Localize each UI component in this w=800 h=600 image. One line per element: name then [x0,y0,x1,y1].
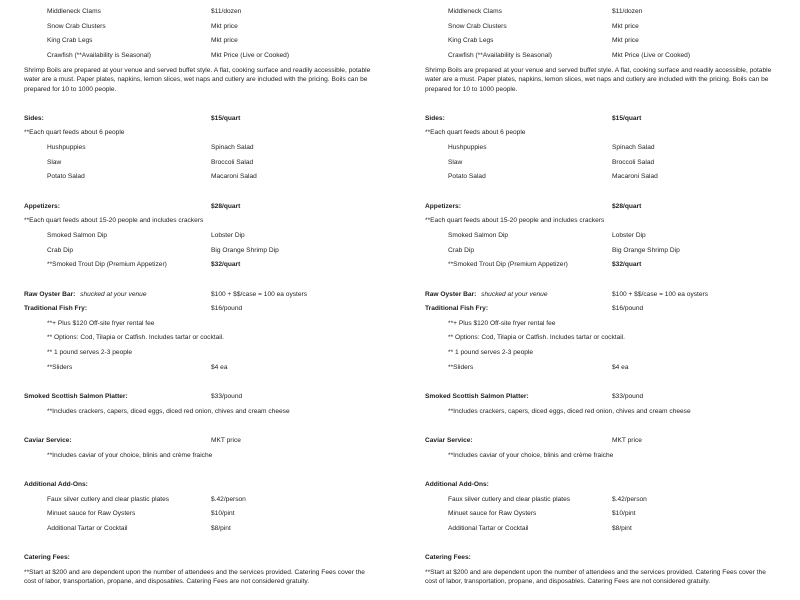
raw-oyster-bar-subtitle: shucked at your venue [80,291,147,298]
raw-oyster-bar-subtitle: shucked at your venue [481,291,548,298]
add-on-price: $10/pint [211,510,235,517]
add-on-item: Additional Tartar or Cocktail [448,525,529,532]
sliders-label: **Sliders [448,364,474,371]
menu-column [401,0,800,600]
appetizer-item: Big Orange Shrimp Dip [211,247,279,254]
sides-heading: Sides: [24,115,44,122]
sliders-price: $4 ea [211,364,228,371]
caviar-price: MKT price [211,437,241,444]
side-item: Macaroni Salad [211,173,257,180]
salmon-platter-note: **Includes crackers, capers, diced eggs, diced red onion, chives and cream cheese [448,408,691,415]
appetizers-price: $28/quart [211,203,241,210]
shrimp-boils-description: Shrimp Boils are prepared at your venue and served buffet style. A flat, cooking surface and readily accessible, potable water are a must. Paper plates, napkins, lemon slices, wet naps and cutlery are included with the pricing. Boils can be prepared for 10 to 1000 people. [24,67,371,93]
premium-appetizer: **Smoked Trout Dip (Premium Appetizer) [47,261,167,268]
raw-oyster-bar-price: $100 + $$/case = 100 ea oysters [612,291,709,298]
sliders-label: **Sliders [47,364,73,371]
add-on-price: $8/pint [612,525,632,532]
caviar-label: Caviar Service: [24,437,72,444]
side-item: Spinach Salad [211,144,254,151]
fish-fry-price: $16/pound [211,305,243,312]
catering-fees-label: Catering Fees: [24,554,70,561]
raw-bar-item: Middleneck Clams [47,8,101,15]
raw-bar-price: Mkt Price (Live or Cooked) [612,52,691,59]
side-item: Potato Salad [47,173,85,180]
raw-bar-item: King Crab Legs [47,37,93,44]
sides-note: **Each quart feeds about 6 people [425,129,526,136]
add-ons-label: Additional Add-Ons: [425,481,489,488]
appetizers-note: **Each quart feeds about 15-20 people and includes crackers [425,217,605,224]
side-item: Macaroni Salad [612,173,658,180]
appetizer-item: Lobster Dip [211,232,245,239]
add-on-item: Minuet sauce for Raw Oysters [47,510,136,517]
add-on-price: $.42/person [612,496,647,503]
catering-fees-text: **Start at $200 and are dependent upon the number of attendees and the services provided. Catering Fees cover the cost of labor, transportation, propane, and disposables. Catering Fees are not considered gratuity. [425,569,766,586]
appetizers-heading: Appetizers: [425,203,461,210]
fish-fry-serves: ** 1 pound serves 2-3 people [448,349,534,356]
premium-appetizer-price: $32/quart [612,261,642,268]
appetizer-item: Smoked Salmon Dip [448,232,509,239]
raw-oyster-bar-line [425,291,548,299]
add-ons-label: Additional Add-Ons: [24,481,88,488]
add-on-item: Faux silver cutlery and clear plastic plates [47,496,170,503]
add-on-item: Faux silver cutlery and clear plastic plates [448,496,571,503]
fish-fry-options: ** Options: Cod, Tilapia or Catfish. Includes tartar or cocktail. [47,334,225,341]
add-on-item: Additional Tartar or Cocktail [47,525,128,532]
raw-bar-item: Crawfish (**Availability is Seasonal) [448,52,552,59]
add-on-price: $.42/person [211,496,246,503]
sides-price: $15/quart [612,115,642,122]
side-item: Hushpuppies [47,144,86,151]
add-on-price: $10/pint [612,510,636,517]
raw-oyster-bar-price: $100 + $$/case = 100 ea oysters [211,291,308,298]
side-item: Slaw [47,159,62,166]
raw-bar-price: Mkt price [211,23,238,30]
raw-bar-price: Mkt price [612,37,639,44]
raw-bar-price: $11/dozen [612,8,643,15]
sliders-price: $4 ea [612,364,629,371]
raw-bar-item: Snow Crab Clusters [47,23,106,30]
side-item: Broccoli Salad [612,159,655,166]
raw-bar-price: Mkt price [211,37,238,44]
raw-oyster-bar-label: Raw Oyster Bar: [425,291,477,298]
fish-fry-price: $16/pound [612,305,644,312]
catering-fees-text: **Start at $200 and are dependent upon the number of attendees and the services provided. Catering Fees cover the cost of labor, transportation, propane, and disposables. Catering Fees are not considered gratuity. [24,569,365,586]
raw-bar-price: $11/dozen [211,8,242,15]
appetizer-item: Smoked Salmon Dip [47,232,108,239]
raw-bar-item: Crawfish (**Availability is Seasonal) [47,52,151,59]
caviar-price: MKT price [612,437,642,444]
salmon-platter-price: $33/pound [612,393,644,400]
premium-appetizer: **Smoked Trout Dip (Premium Appetizer) [448,261,568,268]
salmon-platter-price: $33/pound [211,393,243,400]
caviar-label: Caviar Service: [425,437,473,444]
raw-bar-price: Mkt price [612,23,639,30]
side-item: Spinach Salad [612,144,655,151]
raw-bar-item: Snow Crab Clusters [448,23,507,30]
raw-bar-item: King Crab Legs [448,37,494,44]
appetizer-item: Lobster Dip [612,232,646,239]
sides-note: **Each quart feeds about 6 people [24,129,125,136]
appetizers-note: **Each quart feeds about 15-20 people and includes crackers [24,217,204,224]
side-item: Broccoli Salad [211,159,254,166]
sides-price: $15/quart [211,115,241,122]
side-item: Hushpuppies [448,144,487,151]
fish-fry-label: Traditional Fish Fry: [24,305,88,312]
shrimp-boils-description: Shrimp Boils are prepared at your venue and served buffet style. A flat, cooking surface and readily accessible, potable water are a must. Paper plates, napkins, lemon slices, wet naps and cutlery are included with the pricing. Boils can be prepared for 10 to 1000 people. [425,67,772,93]
appetizer-item: Crab Dip [47,247,74,254]
catering-fees-label: Catering Fees: [425,554,471,561]
appetizers-price: $28/quart [612,203,642,210]
appetizer-item: Crab Dip [448,247,475,254]
offsite-fee: **+ Plus $120 Off-site fryer rental fee [448,320,556,327]
raw-oyster-bar-label: Raw Oyster Bar: [24,291,76,298]
salmon-platter-note: **Includes crackers, capers, diced eggs, diced red onion, chives and cream cheese [47,408,290,415]
salmon-platter-label: Smoked Scottish Salmon Platter: [425,393,529,400]
appetizers-heading: Appetizers: [24,203,60,210]
side-item: Potato Salad [448,173,486,180]
fish-fry-serves: ** 1 pound serves 2-3 people [47,349,133,356]
sides-heading: Sides: [425,115,445,122]
raw-bar-price: Mkt Price (Live or Cooked) [211,52,290,59]
side-item: Slaw [448,159,463,166]
premium-appetizer-price: $32/quart [211,261,241,268]
add-on-item: Minuet sauce for Raw Oysters [448,510,537,517]
raw-bar-item: Middleneck Clams [448,8,502,15]
caviar-note: **Includes caviar of your choice, blinis and crème fraiche [47,452,213,459]
fish-fry-options: ** Options: Cod, Tilapia or Catfish. Includes tartar or cocktail. [448,334,626,341]
offsite-fee: **+ Plus $120 Off-site fryer rental fee [47,320,155,327]
raw-oyster-bar-line [24,291,147,299]
fish-fry-label: Traditional Fish Fry: [425,305,489,312]
add-on-price: $8/pint [211,525,231,532]
salmon-platter-label: Smoked Scottish Salmon Platter: [24,393,128,400]
appetizer-item: Big Orange Shrimp Dip [612,247,680,254]
caviar-note: **Includes caviar of your choice, blinis and crème fraiche [448,452,614,459]
